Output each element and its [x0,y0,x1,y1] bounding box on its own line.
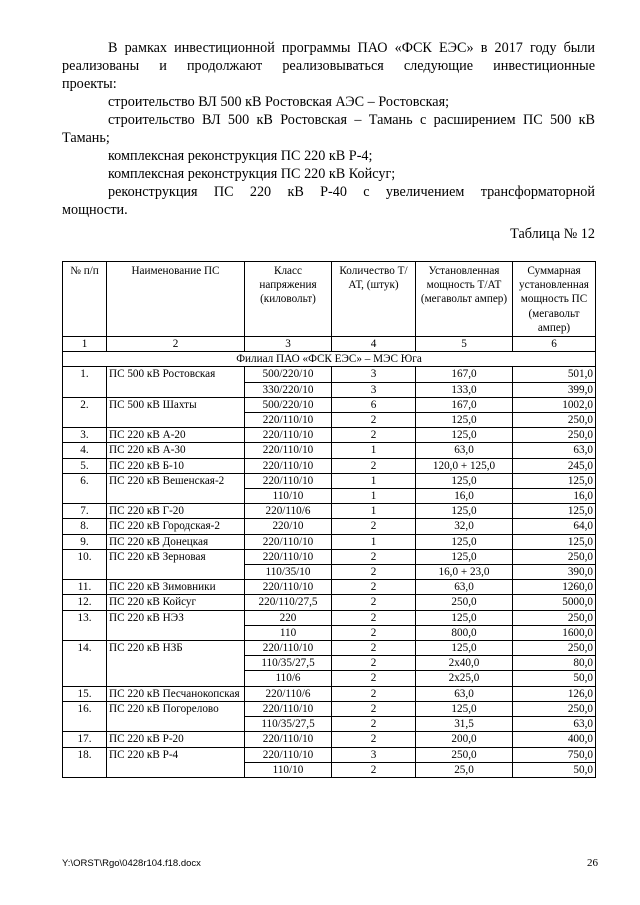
substation-name: ПС 220 кВ Зерновая [107,549,245,579]
intro-line-3: проекты: [62,76,117,92]
substation-name: ПС 220 кВ А-20 [107,428,245,443]
footer-file-path: Y:\ORST\Rgo\0428r104.f18.docx [62,858,201,869]
total-power: 250,0 [513,641,596,656]
row-number: 12. [63,595,107,610]
voltage-class: 220/10 [245,519,332,534]
voltage-class: 220 [245,610,332,625]
voltage-class: 220/110/10 [245,473,332,488]
transformer-count: 2 [332,413,416,428]
total-power: 1002,0 [513,397,596,412]
total-power: 50,0 [513,762,596,777]
transformer-count: 3 [332,367,416,382]
project-3: комплексная реконструкция ПС 220 кВ Р-4; [108,148,373,164]
row-number: 10. [63,549,107,579]
total-power: 245,0 [513,458,596,473]
substation-name: ПС 220 кВ Вешенская-2 [107,473,245,503]
voltage-class: 220/110/6 [245,504,332,519]
installed-power: 250,0 [416,747,513,762]
page-number: 26 [587,857,598,869]
row-number: 7. [63,504,107,519]
substation-name: ПС 220 кВ НЗБ [107,641,245,687]
voltage-class: 500/220/10 [245,367,332,382]
transformer-count: 2 [332,625,416,640]
voltage-class: 220/110/10 [245,549,332,564]
row-number: 15. [63,686,107,701]
row-number: 2. [63,397,107,427]
substation-name: ПС 220 кВ Р-20 [107,732,245,747]
table-row [63,732,596,747]
installed-power: 16,0 + 23,0 [416,565,513,580]
transformer-count: 3 [332,382,416,397]
total-power: 250,0 [513,610,596,625]
transformer-count: 1 [332,473,416,488]
project-1: строительство ВЛ 500 кВ Ростовская АЭС – Ростовская; [108,94,450,110]
project-2b: Тамань; [62,130,110,146]
installed-power: 125,0 [416,473,513,488]
voltage-class: 220/110/10 [245,428,332,443]
voltage-class: 220/110/10 [245,458,332,473]
total-power: 5000,0 [513,595,596,610]
substation-name: ПС 500 кВ Ростовская [107,367,245,397]
table-row [63,519,596,534]
transformer-count: 2 [332,717,416,732]
installed-power: 125,0 [416,413,513,428]
row-number: 5. [63,458,107,473]
project-2a: строительство ВЛ 500 кВ Ростовская – Тамань с расширением ПС 500 кВ [108,112,595,128]
table-row [63,458,596,473]
transformer-count: 2 [332,641,416,656]
transformer-count: 2 [332,686,416,701]
voltage-class: 220/110/10 [245,701,332,716]
row-number: 8. [63,519,107,534]
total-power: 1260,0 [513,580,596,595]
total-power: 125,0 [513,473,596,488]
transformer-count: 2 [332,610,416,625]
transformer-count: 2 [332,458,416,473]
transformer-count: 2 [332,565,416,580]
row-number: 14. [63,641,107,687]
installed-power: 133,0 [416,382,513,397]
total-power: 250,0 [513,701,596,716]
row-number: 4. [63,443,107,458]
installed-power: 800,0 [416,625,513,640]
installed-power: 125,0 [416,610,513,625]
voltage-class: 500/220/10 [245,397,332,412]
substation-name: ПС 220 кВ Р-4 [107,747,245,777]
total-power: 63,0 [513,717,596,732]
col-number: 4 [332,337,416,352]
installed-power: 125,0 [416,504,513,519]
total-power: 1600,0 [513,625,596,640]
substation-name: ПС 220 кВ Зимовники [107,580,245,595]
col-number: 6 [513,337,596,352]
voltage-class: 110/35/10 [245,565,332,580]
transformer-count: 2 [332,671,416,686]
col-number: 2 [107,337,245,352]
transformer-count: 2 [332,762,416,777]
col-number: 3 [245,337,332,352]
voltage-class: 220/110/10 [245,747,332,762]
substation-name: ПС 220 кВ Песчанокопская [107,686,245,701]
row-number: 9. [63,534,107,549]
voltage-class: 110/6 [245,671,332,686]
table-row [63,397,596,412]
substation-name: ПС 220 кВ Б-10 [107,458,245,473]
row-number: 1. [63,367,107,397]
installed-power: 32,0 [416,519,513,534]
installed-power: 125,0 [416,428,513,443]
transformer-count: 1 [332,504,416,519]
transformer-count: 1 [332,489,416,504]
total-power: 390,0 [513,565,596,580]
table-row [63,534,596,549]
header-count: Количество Т/АТ, (штук) [332,262,416,337]
total-power: 80,0 [513,656,596,671]
installed-power: 200,0 [416,732,513,747]
transformer-count: 1 [332,534,416,549]
installed-power: 63,0 [416,686,513,701]
table-row [63,610,596,625]
table-row [63,504,596,519]
row-number: 17. [63,732,107,747]
installed-power: 63,0 [416,580,513,595]
installed-power: 16,0 [416,489,513,504]
installed-power: 2х40,0 [416,656,513,671]
installed-power: 120,0 + 125,0 [416,458,513,473]
voltage-class: 110/10 [245,762,332,777]
header-num: № п/п [63,262,107,337]
project-4: комплексная реконструкция ПС 220 кВ Койсуг; [108,166,396,182]
installed-power: 125,0 [416,641,513,656]
table-row [63,595,596,610]
transformer-count: 6 [332,397,416,412]
total-power: 63,0 [513,443,596,458]
transformer-count: 2 [332,595,416,610]
voltage-class: 220/110/6 [245,686,332,701]
total-power: 750,0 [513,747,596,762]
total-power: 399,0 [513,382,596,397]
substation-name: ПС 220 кВ Койсуг [107,595,245,610]
voltage-class: 220/110/10 [245,413,332,428]
table-row [63,701,596,716]
table-row [63,428,596,443]
total-power: 50,0 [513,671,596,686]
installed-power: 250,0 [416,595,513,610]
header-voltage: Класс напряжения (киловольт) [245,262,332,337]
transformer-count: 2 [332,549,416,564]
header-name: Наименование ПС [107,262,245,337]
voltage-class: 220/110/27,5 [245,595,332,610]
table-row [63,549,596,564]
total-power: 126,0 [513,686,596,701]
total-power: 250,0 [513,428,596,443]
voltage-class: 220/110/10 [245,641,332,656]
installed-power: 31,5 [416,717,513,732]
total-power: 125,0 [513,504,596,519]
intro-line-2: реализованы и продолжают реализовываться следующие инвестиционные [62,58,595,74]
total-power: 64,0 [513,519,596,534]
branch-row [63,352,596,367]
transformer-count: 3 [332,747,416,762]
voltage-class: 220/110/10 [245,443,332,458]
substation-table [62,261,596,778]
installed-power: 2х25,0 [416,671,513,686]
total-power: 125,0 [513,534,596,549]
transformer-count: 2 [332,580,416,595]
substation-name: ПС 220 кВ Г-20 [107,504,245,519]
branch-title: Филиал ПАО «ФСК ЕЭС» – МЭС Юга [63,352,596,367]
table-row [63,641,596,656]
installed-power: 125,0 [416,701,513,716]
voltage-class: 110 [245,625,332,640]
transformer-count: 2 [332,428,416,443]
total-power: 250,0 [513,413,596,428]
col-number: 1 [63,337,107,352]
voltage-class: 110/10 [245,489,332,504]
substation-name: ПС 220 кВ Донецкая [107,534,245,549]
installed-power: 63,0 [416,443,513,458]
substation-name: ПС 220 кВ Городская-2 [107,519,245,534]
col-number: 5 [416,337,513,352]
total-power: 16,0 [513,489,596,504]
total-power: 501,0 [513,367,596,382]
table-body [63,367,596,777]
substation-name: ПС 220 кВ Погорелово [107,701,245,731]
table-row [63,473,596,488]
voltage-class: 110/35/27,5 [245,717,332,732]
project-5b: мощности. [62,202,128,218]
voltage-class: 220/110/10 [245,580,332,595]
row-number: 13. [63,610,107,640]
row-number: 6. [63,473,107,503]
row-number: 18. [63,747,107,777]
header-installed-power: Установленная мощность Т/АТ (мегавольт ампер) [416,262,513,337]
voltage-class: 220/110/10 [245,732,332,747]
column-number-row [63,337,596,352]
header-row [63,262,596,337]
transformer-count: 2 [332,701,416,716]
transformer-count: 1 [332,443,416,458]
voltage-class: 330/220/10 [245,382,332,397]
installed-power: 167,0 [416,397,513,412]
header-total-power: Суммарная установленная мощность ПС (мегавольт ампер) [513,262,596,337]
project-5a: реконструкция ПС 220 кВ Р-40 с увеличением трансформаторной [108,184,595,200]
substation-name: ПС 220 кВ НЭЗ [107,610,245,640]
total-power: 400,0 [513,732,596,747]
table-row [63,747,596,762]
table-row [63,367,596,382]
voltage-class: 220/110/10 [245,534,332,549]
intro-line-1: В рамках инвестиционной программы ПАО «ФСК ЕЭС» в 2017 году были [108,40,595,56]
table-caption: Таблица № 12 [510,226,595,242]
table-row [63,580,596,595]
transformer-count: 2 [332,732,416,747]
installed-power: 25,0 [416,762,513,777]
row-number: 11. [63,580,107,595]
substation-name: ПС 500 кВ Шахты [107,397,245,427]
transformer-count: 2 [332,519,416,534]
transformer-count: 2 [332,656,416,671]
row-number: 3. [63,428,107,443]
installed-power: 125,0 [416,549,513,564]
voltage-class: 110/35/27,5 [245,656,332,671]
row-number: 16. [63,701,107,731]
substation-name: ПС 220 кВ А-30 [107,443,245,458]
installed-power: 125,0 [416,534,513,549]
table-row [63,686,596,701]
installed-power: 167,0 [416,367,513,382]
total-power: 250,0 [513,549,596,564]
table-row [63,443,596,458]
